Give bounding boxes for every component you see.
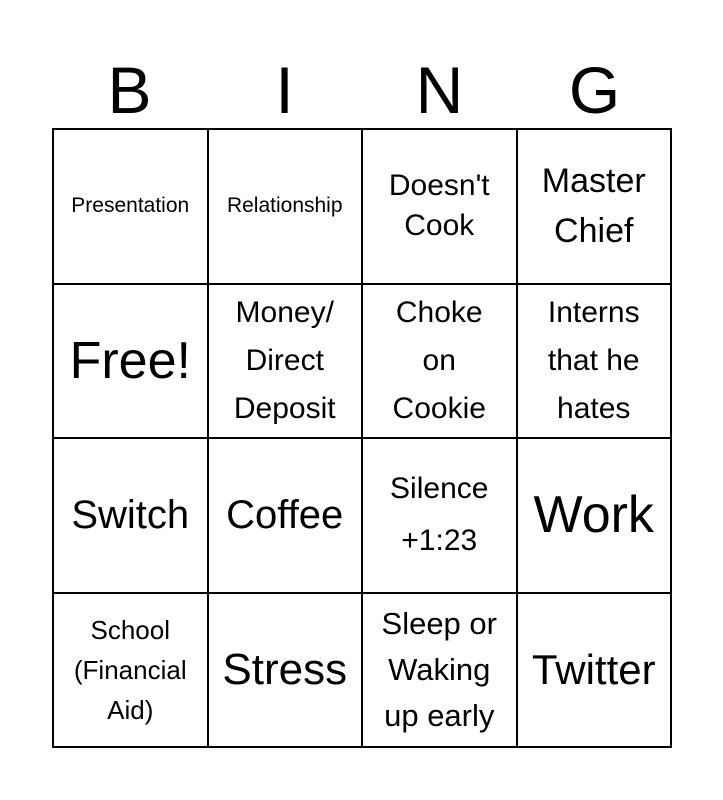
bingo-cell[interactable]: Choke on Cookie	[363, 285, 518, 440]
bingo-cell-free[interactable]: Free!	[54, 285, 209, 440]
bingo-cell[interactable]: Sleep or Waking up early	[363, 594, 518, 749]
bingo-cell[interactable]: Work	[518, 439, 673, 594]
bingo-cell[interactable]: Relationship	[209, 130, 364, 285]
bingo-cell[interactable]: Money/ Direct Deposit	[209, 285, 364, 440]
bingo-cell[interactable]: Doesn't Cook	[363, 130, 518, 285]
bingo-cell[interactable]: Switch	[54, 439, 209, 594]
header-letter-b: B	[107, 53, 152, 127]
header-letter-n: N	[415, 53, 464, 127]
bingo-cell[interactable]: Coffee	[209, 439, 364, 594]
bingo-cell[interactable]: Stress	[209, 594, 364, 749]
bingo-cell[interactable]: Master Chief	[518, 130, 673, 285]
bingo-cell[interactable]: Twitter	[518, 594, 673, 749]
bingo-header	[52, 52, 672, 128]
bingo-cell[interactable]: Interns that he hates	[518, 285, 673, 440]
header-letter-i: I	[275, 53, 294, 127]
bingo-cell[interactable]: Presentation	[54, 130, 209, 285]
bingo-grid	[52, 128, 672, 748]
bingo-cell[interactable]: School (Financial Aid)	[54, 594, 209, 749]
bingo-cell[interactable]: Silence +1:23	[363, 439, 518, 594]
header-letter-g: G	[568, 53, 621, 127]
